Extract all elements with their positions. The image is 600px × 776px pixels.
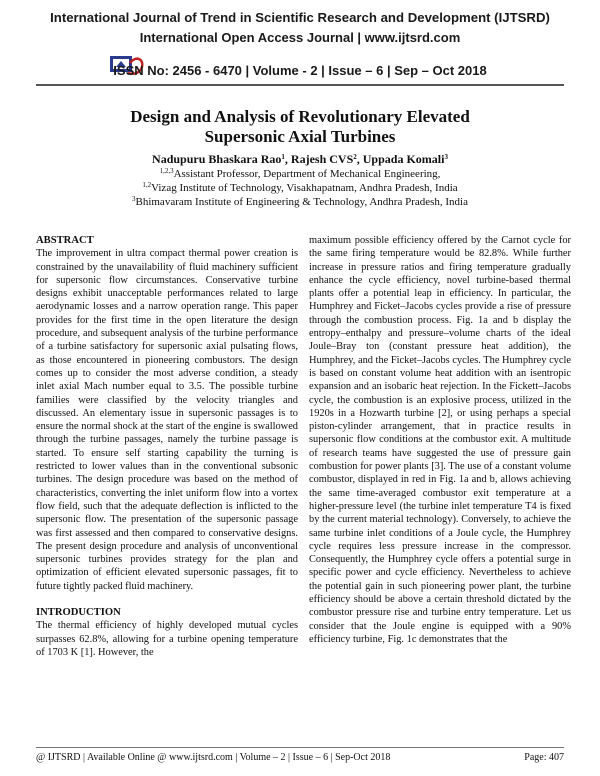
paper-title-line2: Supersonic Axial Turbines xyxy=(204,127,396,146)
author-name: Nadupuru Bhaskara Rao xyxy=(152,152,282,166)
introduction-body: The thermal efficiency of highly developed mutual cycles surpasses 62.8%, allowing for a turbine opening temperature of 1703 K [1]. However, the xyxy=(36,620,298,658)
affiliation-line xyxy=(0,167,600,180)
right-column xyxy=(309,234,571,646)
affiliation-sup: 1,2 xyxy=(142,181,152,189)
affiliation-line xyxy=(0,181,600,194)
right-column-body: maximum possible efficiency offered by the Carnot cycle for the same firing temperature would be 82.8%. While further increase in pressure ratios and firing temperature gradually enhance the cycle efficiency, novel turbine-based thermal plants offer a potential leap in efficiency. In particular, the Humphrey and Ficket–Jacobs cycles provide a rise of pressure through the combustion process. Fig. 1a and b display the entropy–enthalpy and pressure–volume charts of the ideal Joule–Bray ton (constant pressure heat addition), the Humphrey, and the Ficket–Jacobs cycles. The Humphrey cycle is based on constant volume heat addition with an isentropic expansion and an isobaric heat rejection. In the Fickett–Jacobs cycle, the combustion is an explosive process, utilized in the 1920s in a Hozwarth turbine [2], or using perhaps a special piston-cylinder arrangement, that in practice results in supersonic flow conditions at the combustor exit. A multitude of research teams have suggested the use of pressure gain combustion for power plants [3]. The use of a constant volume combustor, displayed in red in Fig. 1a and b, allows achieving the same time-averaged combustor exit temperature at a higher-pressure level (the turbine inlet temperature T4 is fixed by the current material technology). Conversely, to achieve the same turbine inlet conditions of a Joule cycle, the Humphrey cycle requires less pressure increase in the compressor. Consequently, the Humphrey cycle offers a potential surge in specific power and cycle efficiency. Nevertheless to achieve the potential gain in such pioneering power plant, the turbine efficiency should be above a certain threshold dictated by the combustor pressure rise and turbine entry temperature. Let us consider that the Joule engine is equipped with a 90% efficiency turbine, Fig. 1c demonstrates that the xyxy=(309,235,571,645)
affiliation-text: Bhimavaram Institute of Engineering & Technology, Andhra Pradesh, India xyxy=(135,196,468,208)
left-column xyxy=(36,234,298,659)
affiliation-text: Vizag Institute of Technology, Visakhapatnam, Andhra Pradesh, India xyxy=(151,182,458,194)
abstract-body: The improvement in ultra compact thermal power creation is constrained by the unavailability of fluid machinery sufficient for supersonic flow circumstances. Conservative turbine designs exhibit unacceptable performances related to large aerodynamic losses and a narrow operation range. This paper provides for the first time in the open literature the design procedure, and subsequent analysis of the turbine performance of a turbine satisfactory for supersonic axial pulsating flows, as those encountered in pioneering combustors. The design comes up to consider the most adverse condition, a steady inlet axial Mach number equal to 3.5. The possible turbine families were classified by the velocity triangles and discussed. An elementary issue in supersonic passages is to ensure the normal shock at the start of the engine is swallowed through the turbine passages, namely the turbine passage is started. To ensure self starting capability the turning is restricted to lower values than in the conventional subsonic turbines. The design procedure was based on the method of characteristics, converting the inlet uniform flow into a vortex flow field, such that the adequate deflection is inflicted to the supersonic flow. The presentation of the supersonic passage was first assessed and then compared to conservative designs. The present design procedure and analysis of unconventional supersonic turbines provides strategy for the plan and optimization of efficient elevated supersonic passages, fit to future tightly packed fluid machinery. xyxy=(36,248,298,592)
author-sup: 2 xyxy=(353,153,357,161)
issn-line: ISSN No: 2456 - 6470 | Volume - 2 | Issue – 6 | Sep – Oct 2018 xyxy=(113,63,487,78)
header-divider xyxy=(36,84,564,86)
affiliation-line xyxy=(0,195,600,208)
footer-citation: @ IJTSRD | Available Online @ www.ijtsrd.com | Volume – 2 | Issue – 6 | Sep-Oct 2018 xyxy=(36,752,391,763)
paper-title xyxy=(0,107,600,147)
affiliation-sup: 1,2,3 xyxy=(159,167,174,175)
journal-header xyxy=(0,0,600,90)
author-list: Nadupuru Bhaskara Rao$^1$, Rajesh CVS$^2$, Uppada Komali$^3$ xyxy=(152,152,448,166)
author-name: Uppada Komali xyxy=(362,152,445,166)
footer-divider xyxy=(36,747,564,748)
journal-name: International Journal of Trend in Scientific Research and Development (IJTSRD) xyxy=(50,10,550,25)
abstract-heading: ABSTRACT xyxy=(36,235,94,246)
journal-access-line: International Open Access Journal | www.ijtsrd.com xyxy=(139,30,461,45)
page-number: Page: 407 xyxy=(524,752,564,763)
paper-title-line1: Design and Analysis of Revolutionary Elevated xyxy=(130,107,470,126)
author-sup: 3 xyxy=(444,153,448,161)
introduction-heading: INTRODUCTION xyxy=(36,607,121,619)
affiliation-text: Assistant Professor, Department of Mechanical Engineering, xyxy=(173,168,441,180)
author-sup: 1 xyxy=(281,153,285,161)
affiliation-sup: 3 xyxy=(131,195,136,203)
author-name: Rajesh CVS xyxy=(290,152,354,166)
